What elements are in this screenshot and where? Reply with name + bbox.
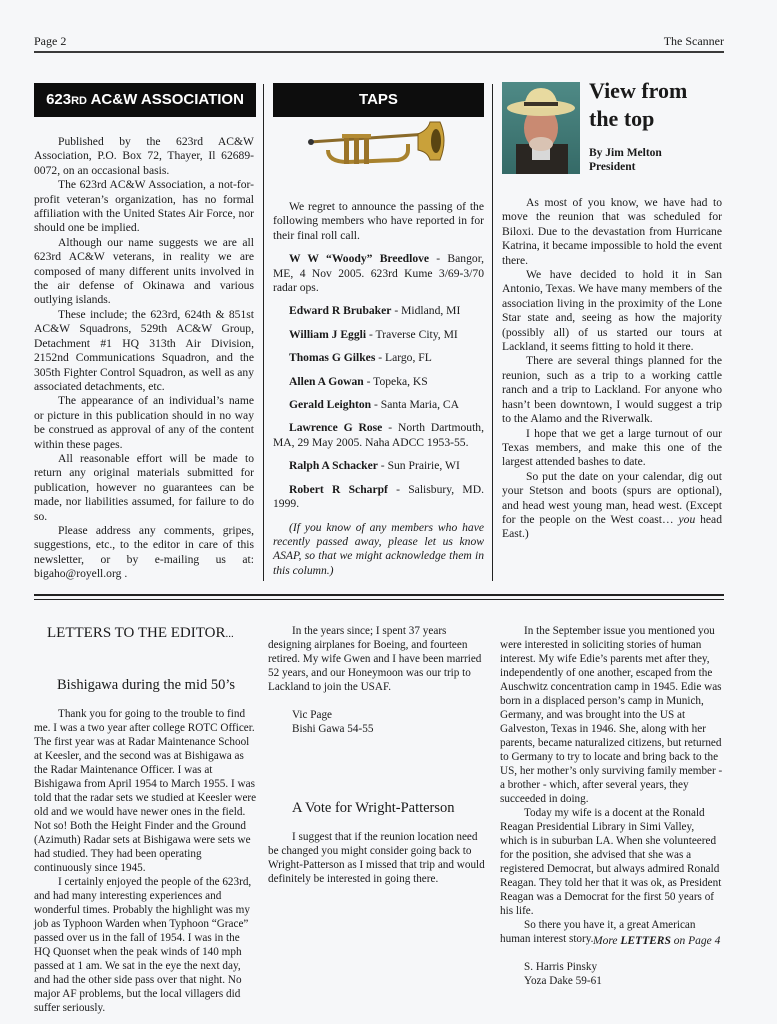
member-detail: - Traverse City, MI xyxy=(366,327,458,341)
member-detail: - Bangor, ME, 4 Nov 2005. 623rd Kume 3/69-3/70 radar ops. xyxy=(273,252,484,295)
heading-dots: ... xyxy=(225,628,234,640)
letter-title: Bishigawa during the mid 50’s xyxy=(57,677,236,693)
view-column xyxy=(502,196,722,542)
member-name: Thomas G Gilkes xyxy=(289,351,376,365)
member-name: Lawrence G Rose xyxy=(289,421,383,435)
continued-notice xyxy=(593,935,720,947)
taps-note: (If you know of any members who have recently passed away, please let us know ASAP, so that we might acknowledge them in this column.) xyxy=(273,520,484,577)
column-divider xyxy=(492,84,493,581)
column-divider xyxy=(263,84,264,581)
page-number: Page 2 xyxy=(34,34,67,48)
banner-suffix: RD xyxy=(71,95,87,107)
member-name: William J Eggli xyxy=(289,327,367,341)
author-role: President xyxy=(589,161,636,173)
letter2-part2 xyxy=(500,624,724,988)
taps-member xyxy=(273,398,484,412)
taps-member xyxy=(273,375,484,389)
letter-paragraph: Thank you for going to the trouble to find me. I was a two year after college ROTC Officer. The first year was at Radar Maintenance School at Keesler, and the second was at Bishigawa as the Radar Maintenance Officer. I was at Bishigawa from April 1954 to March 1955. I was told that the radar sets we studied at Keesler were old and we would have newer ones in the field. Not so! Both the Height Finder and the Ground (Azimuth) Radar sets at Bishigawa were sets we had studied. They had been operating continuously since 1945. xyxy=(34,708,257,874)
title-line: View from xyxy=(589,78,688,103)
view-paragraph: We have decided to hold it in San Antonio, Texas. We have many members of the association living in the proximity of the Lone Star state and, seeing as how the majority (possibly all) of us started our tours at Lackland, it seems fitting to hold it there. xyxy=(502,268,722,354)
member-name: Edward R Brubaker xyxy=(289,304,392,318)
publication-name: The Scanner xyxy=(663,34,724,48)
letter1-part1 xyxy=(34,707,258,1015)
emphasis: you xyxy=(678,512,696,526)
association-paragraph: These include; the 623rd, 624th & 851st AC&W Squadrons, 529th AC&W Group, Detachment #1 HQ 313th Air Division, 2152nd Communications Squadron, and the 305th Fighter Control Squadron, as well as any associated detachments, etc. xyxy=(34,307,254,393)
association-paragraph: Although our name suggests we are all 623rd AC&W veterans, in reality we are composed of many different units involved in the air defense of Okinawa and various outlying islands. xyxy=(34,235,254,307)
member-name: W W “Woody” Breedlove xyxy=(289,252,430,266)
author-photo xyxy=(502,82,580,174)
taps-banner: TAPS xyxy=(273,83,484,117)
member-detail: - Sun Prairie, WI xyxy=(377,459,460,473)
signature-name: Vic Page xyxy=(292,709,333,721)
signature-name: S. Harris Pinsky xyxy=(524,961,598,973)
view-paragraph xyxy=(502,470,722,542)
member-name: Ralph A Schacker xyxy=(289,459,378,473)
taps-member xyxy=(273,304,484,318)
heading-text: LETTERS TO THE EDITOR xyxy=(47,625,226,641)
banner-title: AC&W ASSOCIATION xyxy=(86,91,244,108)
section-rule xyxy=(34,599,724,600)
banner-number: 623 xyxy=(46,91,72,108)
member-name: Gerald Leighton xyxy=(289,398,372,412)
letter2-part1 xyxy=(268,830,490,886)
association-paragraph: All reasonable effort will be made to return any original materials submitted for publication, however no guarantees can be made, nor liabilities assumed, for failure to do so. xyxy=(34,451,254,523)
text: head East.) xyxy=(502,512,722,541)
member-name: Allen A Gowan xyxy=(289,374,364,388)
letter-paragraph: In the years since; I spent 37 years designing airplanes for Boeing, and fourteen retired. My wife Gwen and I have been married 52 years, and our Honeymoon was our trip to Lackland to join the USAF. xyxy=(268,625,482,693)
member-detail: - Topeka, KS xyxy=(363,374,428,388)
page-header xyxy=(34,33,724,53)
taps-intro: We regret to announce the passing of the following members who have reported in for their final roll call. xyxy=(273,200,484,242)
taps-member xyxy=(273,421,484,450)
text: So put the date on your calendar, dig out your Stetson and boots (spurs are optional), and head west young man, head west. (Except for the people on the West coast… xyxy=(502,469,722,526)
signature-unit: Bishi Gawa 54-55 xyxy=(292,723,374,735)
text: LETTERS xyxy=(620,935,671,947)
view-paragraph: I hope that we get a large turnout of our Texas members, and make this one of the largest attended bashes to date. xyxy=(502,426,722,469)
title-line: the top xyxy=(589,106,655,131)
taps-column xyxy=(273,200,484,587)
taps-member xyxy=(273,252,484,295)
letter-paragraph: In the September issue you mentioned you were interested in soliciting stories of human interest. My wife Edie’s parents met after they, independently of one another, escaped from the Auschwitz concentration camp in 1945. Edie was born in a displaced person’s camp in Munich, Germany, and was brought into the US at Galveston, Texas in 1946. She, along with her parents, became naturalized citizens, but returned to Germany to try to locate and bring back to the US, her mother’s only surviving family member - a brother - which, after several years, they succeeded in doing. xyxy=(500,625,723,805)
letters-heading xyxy=(47,625,234,642)
view-paragraph: There are several things planned for the reunion, such as a trip to a working cattle ranch and a trip to Lackland. For anyone who hasn’t been downtown, I would suggest a trip to the Alamo and the Riverwalk. xyxy=(502,354,722,426)
text: on Page 4 xyxy=(670,935,721,947)
association-column xyxy=(34,135,254,582)
member-detail: - Santa Maria, CA xyxy=(371,398,460,412)
taps-member xyxy=(273,351,484,365)
member-detail: - North Dartmouth, MA, 29 May 2005. Naha ADCC 1953-55. xyxy=(273,421,484,449)
letter-paragraph: So there you have it, a great American human interest story. xyxy=(500,919,696,945)
association-paragraph: Please address any comments, gripes, suggestions, etc., to the editor in care of this newsletter, or by e-mailing us at: bigaho@royell.org . xyxy=(34,523,254,581)
letter1-part2 xyxy=(268,624,490,736)
association-banner xyxy=(34,83,256,117)
view-paragraph: As most of you know, we have had to move the reunion that was scheduled for Biloxi. Due to the devastation from Hurricane Katrina, it became impossible to hold the event there. xyxy=(502,196,722,267)
association-paragraph: The appearance of an individual’s name or picture in this publication should in no way be construed as approval of any of the content within these pages. xyxy=(34,394,254,451)
letter-paragraph: I certainly enjoyed the people of the 623rd, and had many interesting experiences and wonderful times. Probably the highlight was my job as Typhoon Warden when Typhoon “Grace” passed over us in the fall of 1954. I was in the HQ Quonset when the peak winds of 140 mph passed at 1 am. We sat in the eye the next day, and had the other side pass over that night. No major AF problems, but the local villagers did suffer seriously. xyxy=(34,876,252,1014)
member-name: Robert R Scharpf xyxy=(289,482,388,496)
member-detail: - Salisbury, MD. 1999. xyxy=(273,482,484,511)
taps-member xyxy=(273,459,484,473)
signature-unit: Yoza Dake 59-61 xyxy=(524,975,602,987)
member-detail: - Largo, FL xyxy=(375,351,432,365)
member-detail: - Midland, MI xyxy=(391,304,461,318)
letter-paragraph: Today my wife is a docent at the Ronald Reagan Presidential Library in Simi Valley, which is in suburban LA. When she volunteered for the position, she advised that she was a registered Democrat, but always admired Ronald Reagan. They told her that it was ok, as President Reagan was a Democrat for the first 50 years of his life. xyxy=(500,807,722,917)
taps-member xyxy=(273,328,484,342)
section-rule xyxy=(34,594,724,596)
letter-paragraph: I suggest that if the reunion location need be changed you might consider going back to Wright-Patterson as I missed that trip and would definitely be interested in going there. xyxy=(268,831,485,885)
association-paragraph: The 623rd AC&W Association, a not-for-profit veteran’s organization, has no formal affiliation with the United States Air Force, nor should one be implied. xyxy=(34,178,254,235)
author-name: By Jim Melton xyxy=(589,147,662,159)
letter-title: A Vote for Wright-Patterson xyxy=(292,800,455,816)
taps-member xyxy=(273,483,484,512)
text: More xyxy=(593,935,621,947)
association-paragraph: Published by the 623rd AC&W Association, P.O. Box 72, Thayer, Il 62689-0072, on an occasional basis. xyxy=(34,135,254,177)
column-title xyxy=(589,77,687,133)
byline xyxy=(589,146,662,174)
trumpet-icon xyxy=(308,120,448,176)
